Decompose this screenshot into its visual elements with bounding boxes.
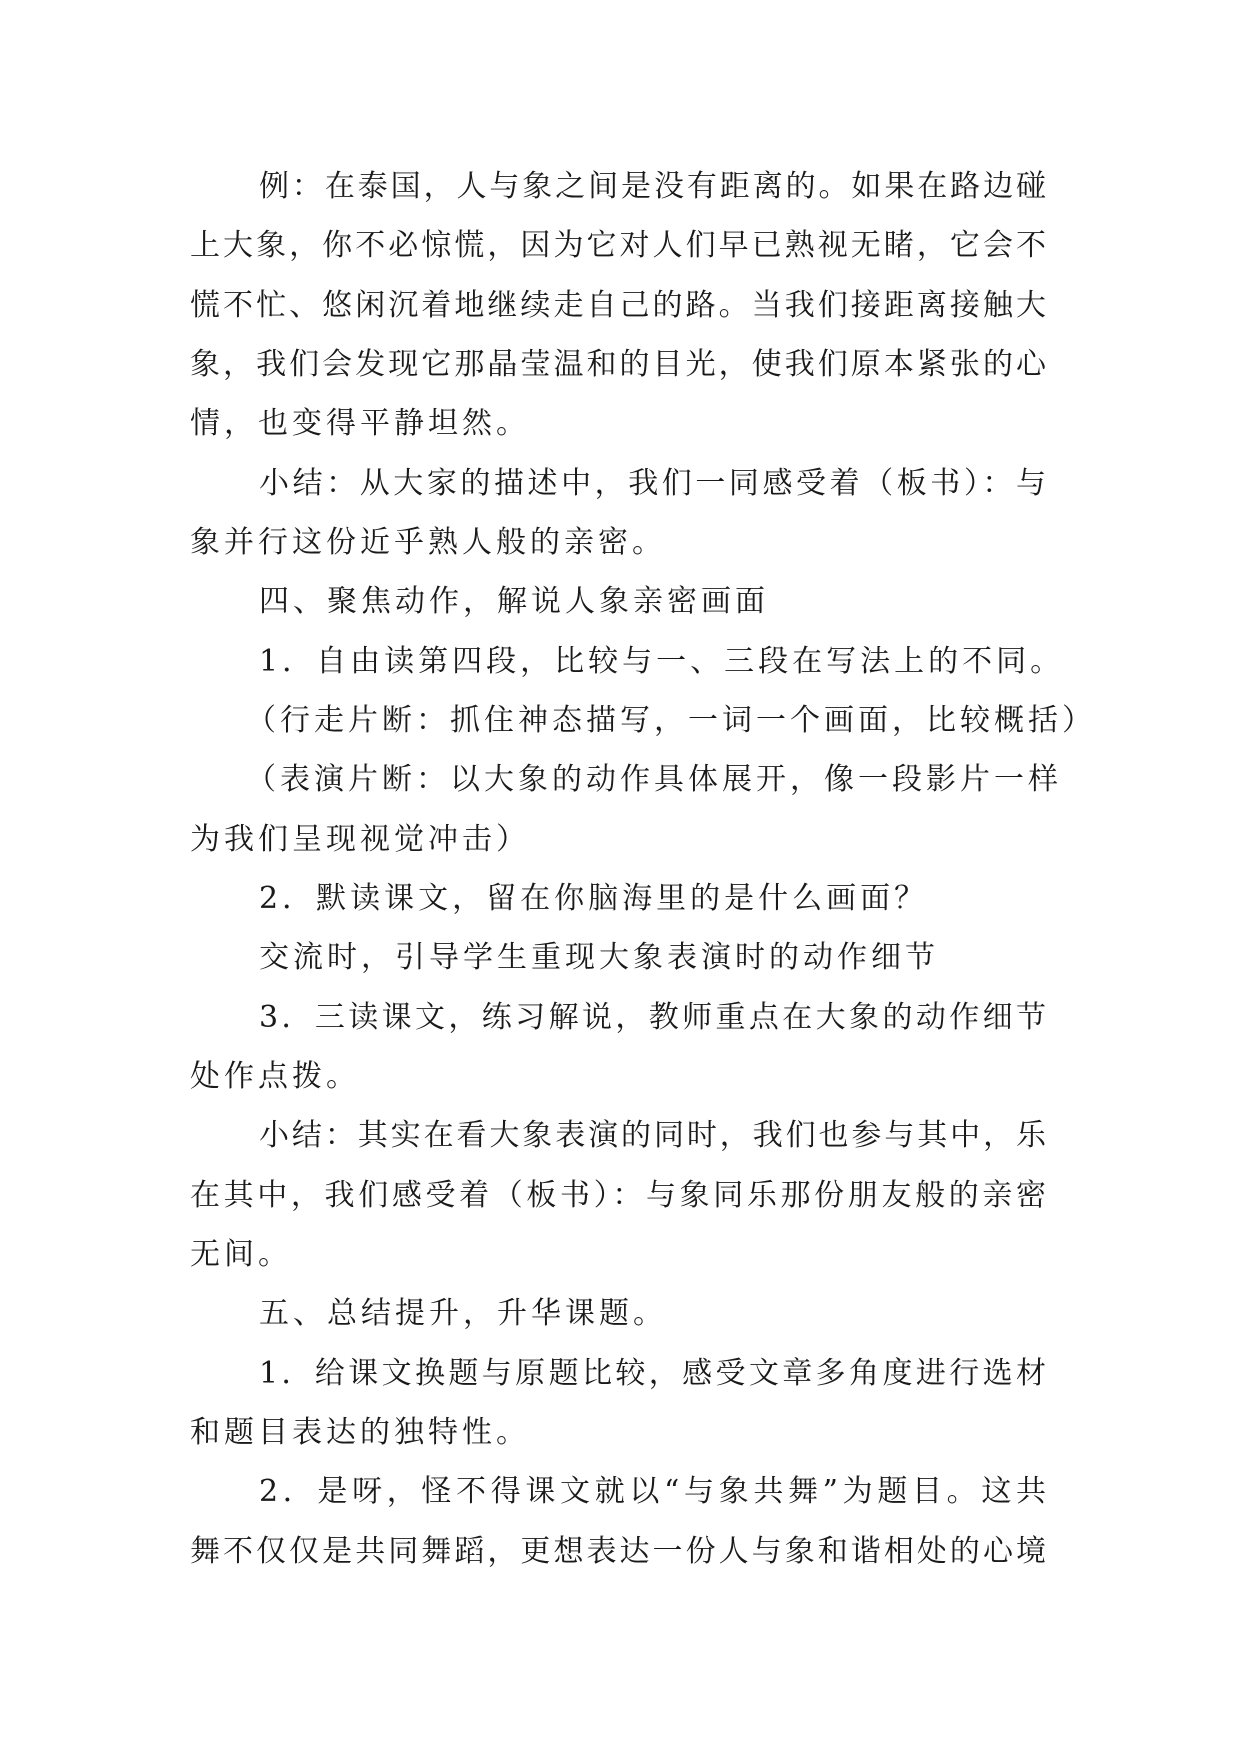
text-line: 无间。 [190, 1237, 292, 1272]
text-line: 慌不忙、悠闲沉着地继续走自己的路。当我们接距离接触大 [190, 288, 1046, 323]
text-line: 交流时，引导学生重现大象表演时的动作细节 [259, 940, 939, 975]
text-line: 小结：其实在看大象表演的同时，我们也参与其中，乐 [259, 1118, 1046, 1153]
text-line: 处作点拨。 [190, 1059, 360, 1094]
text-line: 情，也变得平静坦然。 [190, 406, 530, 441]
text-line: 和题目表达的独特性。 [190, 1415, 530, 1450]
text-line: 1．自由读第四段，比较与一、三段在写法上的不同。 [259, 644, 1065, 679]
text-line: 2．是呀，怪不得课文就以“与象共舞”为题目。这共 [259, 1474, 1046, 1509]
text-line: （行走片断：抓住神态描写，一词一个画面，比较概括） [246, 703, 1096, 738]
text-line: 象并行这份近乎熟人般的亲密。 [190, 525, 666, 560]
text-line: 象，我们会发现它那晶莹温和的目光，使我们原本紧张的心 [190, 347, 1046, 382]
text-line: 上大象，你不必惊慌，因为它对人们早已熟视无睹，它会不 [190, 228, 1046, 263]
text-line: 3．三读课文，练习解说，教师重点在大象的动作细节 [259, 1000, 1046, 1035]
text-line: 舞不仅仅是共同舞蹈，更想表达一份人与象和谐相处的心境 [190, 1534, 1046, 1569]
text-line: 在其中，我们感受着（板书）：与象同乐那份朋友般的亲密 [190, 1178, 1046, 1213]
text-line: 为我们呈现视觉冲击） [190, 822, 530, 857]
text-line: 2．默读课文，留在你脑海里的是什么画面？ [259, 881, 929, 916]
text-line: 1．给课文换题与原题比较，感受文章多角度进行选材 [259, 1356, 1046, 1391]
section-heading: 四、聚焦动作，解说人象亲密画面 [259, 584, 769, 619]
text-line: 小结：从大家的描述中，我们一同感受着（板书）：与 [259, 466, 1046, 501]
text-line: 例：在泰国，人与象之间是没有距离的。如果在路边碰 [259, 169, 1046, 204]
text-line: （表演片断：以大象的动作具体展开，像一段影片一样 [246, 762, 1062, 797]
section-heading: 五、总结提升，升华课题。 [259, 1296, 667, 1331]
